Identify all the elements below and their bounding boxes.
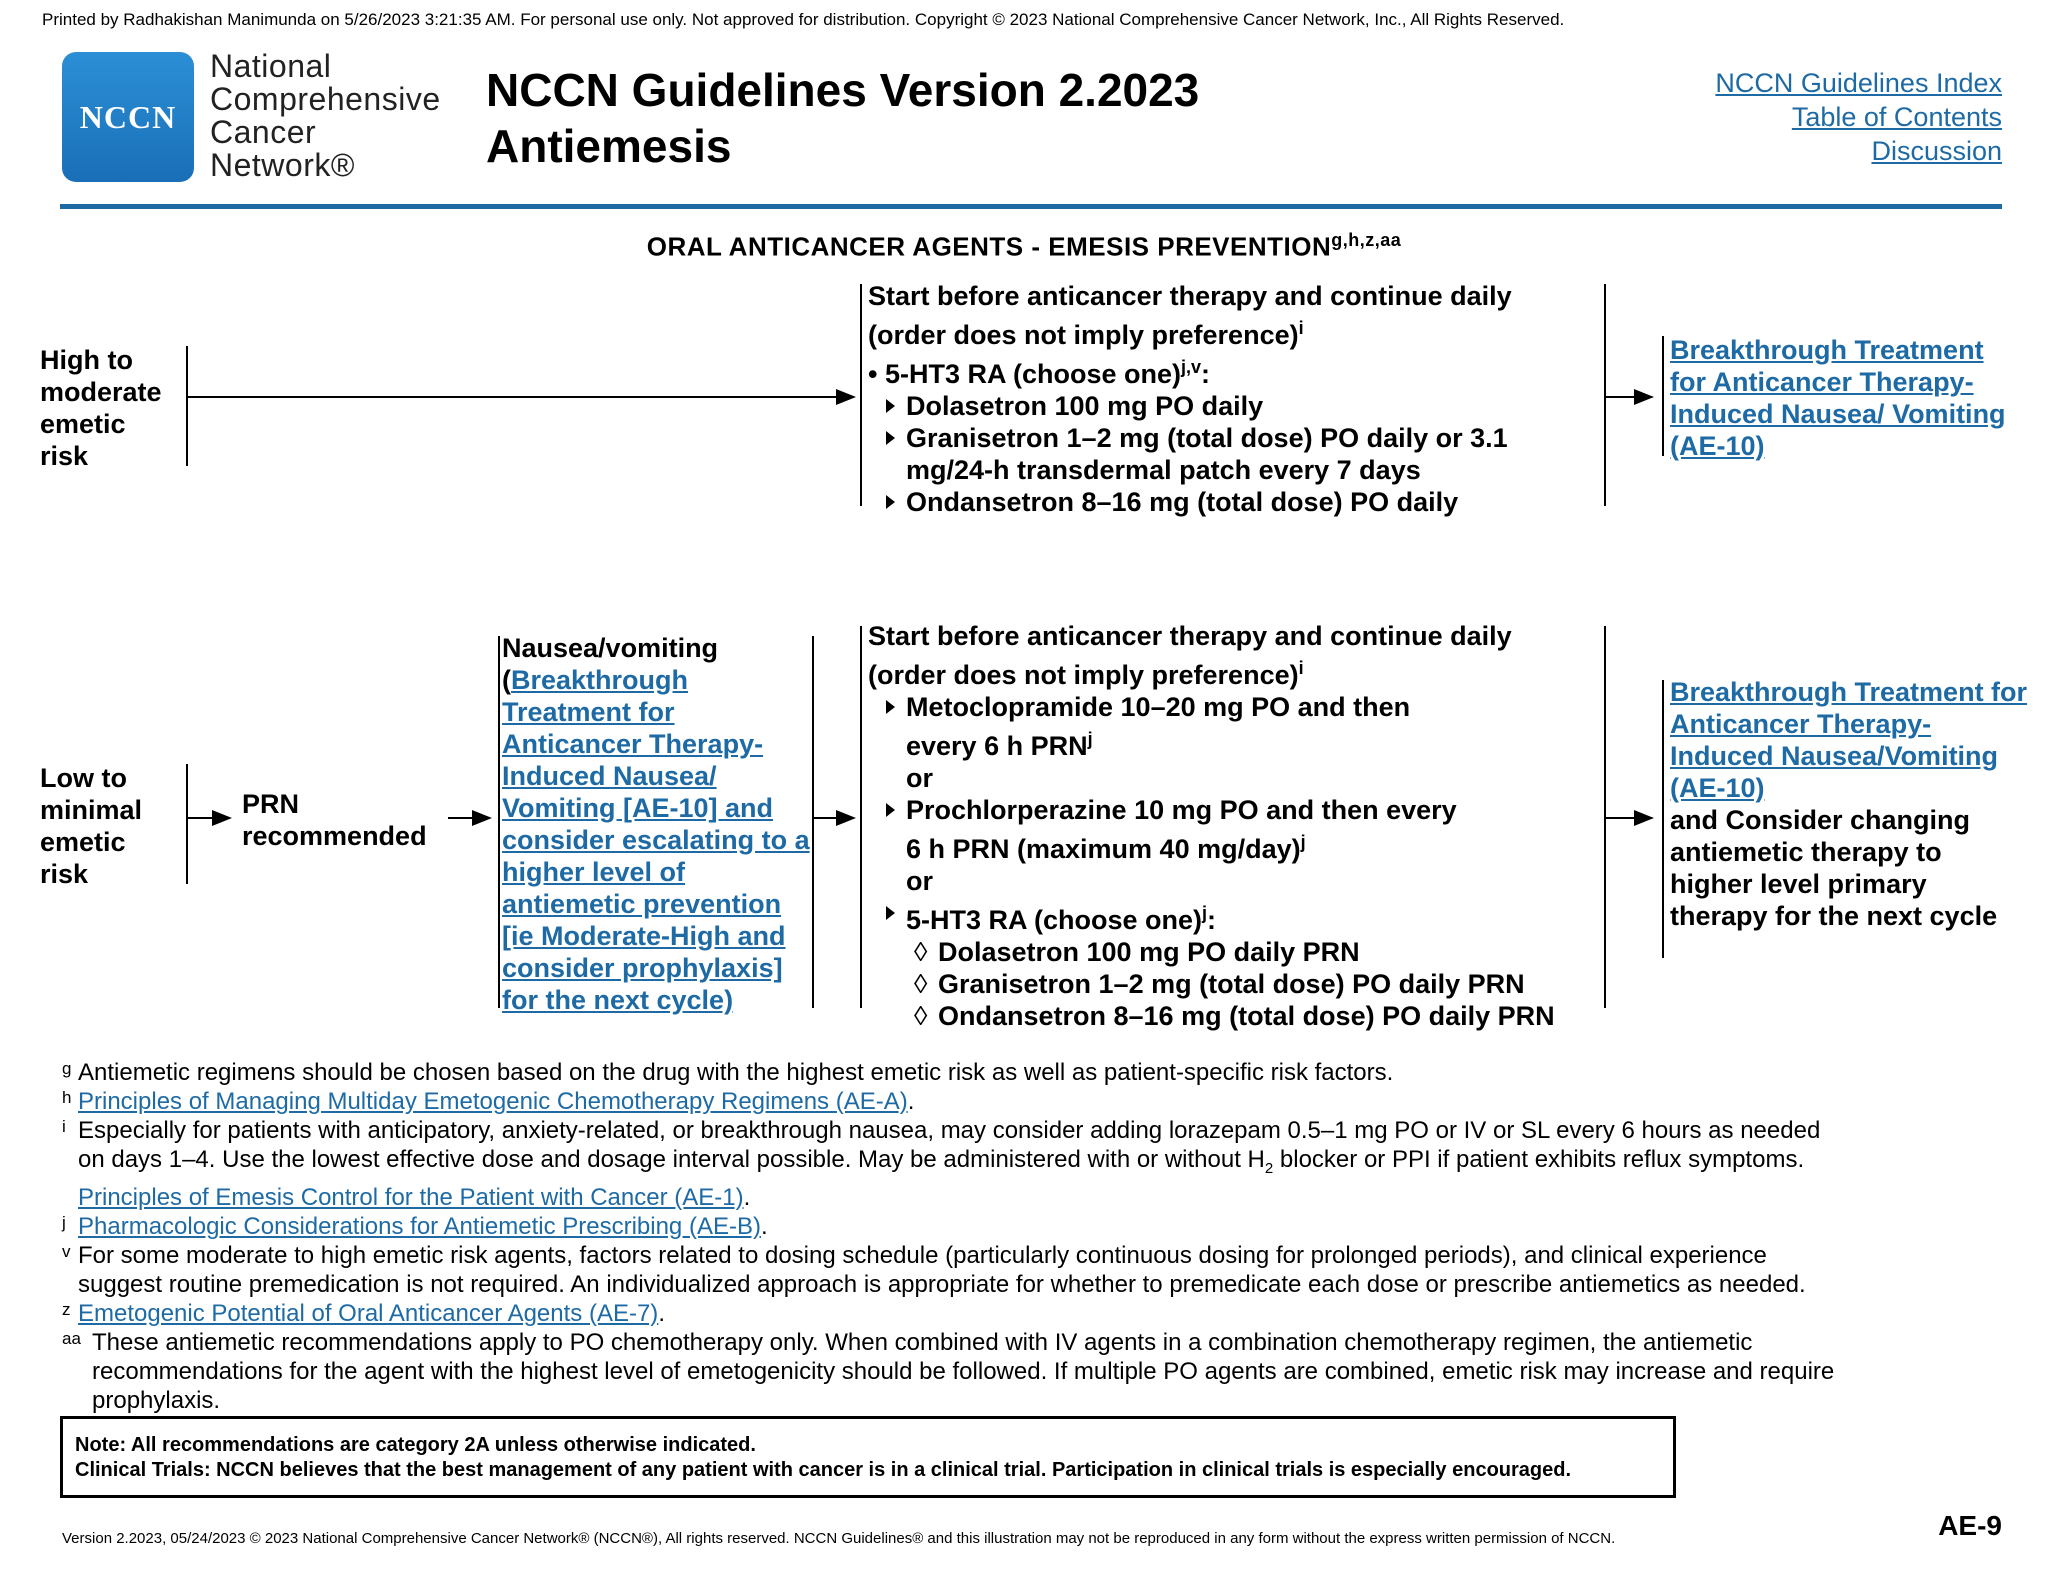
low-out-arrow-line xyxy=(1606,817,1636,819)
high-risk-arrowhead xyxy=(836,389,856,405)
header-links xyxy=(1715,66,2002,168)
discussion-link[interactable]: Discussion xyxy=(1871,136,2002,166)
low-risk-bracket xyxy=(186,764,188,884)
nausea-bracket xyxy=(498,636,500,1008)
footnote-aa: aa These antiemetic recommendations apply to PO chemotherapy only. When combined with IV agents in a combination chemotherapy regimen, the antiemetic xyxy=(62,1328,1753,1356)
guidelines-index-link[interactable]: NCCN Guidelines Index xyxy=(1715,68,2002,98)
low-item-metoclopramide: Metoclopramide 10–20 mg PO and then every 6 h PRN$^j$ xyxy=(868,691,1466,762)
high-regimen: Start before anticancer therapy and continue daily (order does not imply preference)$^i$ • 5-HT3 RA (choose one)$^{j,v}$: Dolasetron 100 mg PO daily Granisetron 1–2 mg (total dose) PO daily or 3.1 mg/24-h transdermal patch every 7 days Ondansetron 8–16 mg (total dose) PO daily xyxy=(868,280,1588,518)
high-out-arrow-line xyxy=(1606,396,1636,398)
low-item-5ht3: 5-HT3 RA (choose one)$^j$: xyxy=(868,897,1608,936)
low-breakthrough-link[interactable]: Breakthrough Treatment for Anticancer Therapy-Induced Nausea/Vomiting (AE-10) xyxy=(1670,677,2028,803)
prn-recommended: PRN recommended xyxy=(242,789,427,851)
low-sub-granisetron: ◊ Granisetron 1–2 mg (total dose) PO daily PRN xyxy=(914,969,1525,999)
low-risk-arrowhead xyxy=(212,810,232,826)
logo-abbr: NCCN xyxy=(79,98,177,135)
prn-arrow-line xyxy=(448,817,474,819)
high-out-arrowhead xyxy=(1634,389,1654,405)
high-regimen-right-bracket xyxy=(1604,284,1606,506)
high-regimen-bracket xyxy=(860,284,862,506)
low-regimen: Start before anticancer therapy and continue daily (order does not imply preference)$^i$ Metoclopramide 10–20 mg PO and then every 6 h PRN$^j$ or Prochlorperazine 10 mg PO and then every 6 h PRN (maximum 40 mg/day)$^j$ or 5-HT3 RA (choose one)$^j$: ◊ Dolasetron 100 mg PO daily PRN ◊ Granisetron 1–2 mg (total dose) PO daily PRN ◊ Ondansetron 8–16 mg (total dose) PO daily PRN xyxy=(868,620,1608,1032)
high-breakthrough-link[interactable]: Breakthrough Treatment for Anticancer Therapy-Induced Nausea/ Vomiting (AE-10) xyxy=(1670,335,2006,461)
low-out-arrowhead xyxy=(1634,810,1654,826)
footnote-j: j Pharmacologic Considerations for Antiemetic Prescribing (AE-B). xyxy=(62,1212,768,1240)
logo-wordmark: National Comprehensive Cancer Network® xyxy=(210,48,441,183)
low-sub-dolasetron: ◊ Dolasetron 100 mg PO daily PRN xyxy=(914,937,1360,967)
page-title: NCCN Guidelines Version 2.2023 Antiemesis xyxy=(486,64,1200,172)
nausea-vomiting-block: Nausea/vomiting (Breakthrough Treatment for Anticancer Therapy-Induced Nausea/ Vomiting [AE-10] and consider escalating to a higher level of antiemetic prevention [ie Moderate-High and consider prophylaxis] for the next cycle) xyxy=(502,633,810,1015)
low-next-step: Breakthrough Treatment for Anticancer Therapy-Induced Nausea/Vomiting (AE-10) and Consider changing antiemetic therapy to higher level primary therapy for the next cycle xyxy=(1670,676,2030,932)
page-number: AE-9 xyxy=(1938,1510,2002,1541)
table-of-contents-link[interactable]: Table of Contents xyxy=(1791,102,2002,132)
high-risk-bracket xyxy=(186,346,188,466)
nausea-arrow-line xyxy=(814,817,838,819)
low-nausea-breakthrough-link[interactable]: Breakthrough Treatment for Anticancer Therapy-Induced Nausea/ Vomiting [AE-10] and consider escalating to a higher level of antiemetic prevention [ie Moderate-High and consider prophylaxis] for the next cycle) xyxy=(502,665,810,1015)
footnote-i: i Especially for patients with anticipatory, anxiety-related, or breakthrough nausea, may consider adding lorazepam 0.5–1 mg PO or IV or SL every 6 hours as needed xyxy=(62,1117,1821,1144)
high-item-granisetron: Granisetron 1–2 mg (total dose) PO daily or 3.1 mg/24-h transdermal patch every 7 days xyxy=(868,422,1588,486)
high-risk-arrow-line xyxy=(188,396,838,398)
note-box: Note: All recommendations are category 2A unless otherwise indicated. Clinical Trials: NCCN believes that the best management of any patient with cancer is in a clinical trial. Participation in clinical trials is especially encouraged. xyxy=(60,1416,1676,1498)
footnote-i-link[interactable]: Principles of Emesis Control for the Patient with Cancer (AE-1) xyxy=(78,1183,744,1211)
footnotes: g Antiemetic regimens should be chosen based on the drug with the highest emetic risk as well as patient-specific risk factors. h Principles of Managing Multiday Emetogenic Chemotherapy Regimens (AE-A). i Especially for patients with anticipatory, anxiety-related, or breakthrough nausea, may consider adding lorazepam 0.5–1 mg PO or IV or SL every 6 hours as needed on days 1–4. Use the lowest effective dose and dosage interval possible. May be administered with or without $H_2$ blocker or PPI if patient exhibits reflux symptoms. Principles of Emesis Control for the Patient with Cancer (AE-1). j Pharmacologic Considerations for Antiemetic Prescribing (AE-B). v For some moderate to high emetic risk agents, factors related to dosing schedule (particularly continuous dosing for prolonged periods), and clinical experience suggest routine premedication is not required. An individualized approach is appropriate for whether to premedicate each dose or prescribe antiemetics as needed. z Emetogenic Potential of Oral Anticancer Agents (AE-7). aa These antiemetic recommendations apply to PO chemotherapy only. When combined with IV agents in a combination chemotherapy regimen, the antiemetic recommendations for the agent with the highest level of emetogenicity should be followed. If multiple PO agents are combined, emetic risk may increase and require prophylaxis. xyxy=(62,1058,2002,1415)
high-breakthrough-bracket xyxy=(1662,336,1664,456)
low-risk-label: Low to minimal emetic risk xyxy=(40,763,143,889)
nausea-arrowhead xyxy=(836,810,856,826)
high-risk-label: High to moderate emetic risk xyxy=(40,345,162,471)
low-item-prochlorperazine: Prochlorperazine 10 mg PO and then every 6 h PRN (maximum 40 mg/day)$^j$ xyxy=(868,794,1466,865)
section-title: ORAL ANTICANCER AGENTS - EMESIS $PREVENTION^{g,h,z,aa}$ xyxy=(646,230,1402,262)
footnote-h: h Principles of Managing Multiday Emetogenic Chemotherapy Regimens (AE-A). xyxy=(62,1088,915,1115)
nausea-right-bracket xyxy=(812,636,814,1008)
header-divider xyxy=(60,204,2002,209)
printed-by-line: Printed by Radhakishan Manimunda on 5/26/2023 3:21:35 AM. For personal use only. Not approved for distribution. Copyright © 2023 National Comprehensive Cancer Network, Inc., All Rights Reserved. xyxy=(42,10,1565,29)
nccn-logo[interactable] xyxy=(62,52,194,182)
high-item-dolasetron: Dolasetron 100 mg PO daily xyxy=(868,390,1588,422)
high-item-ondansetron: Ondansetron 8–16 mg (total dose) PO daily xyxy=(868,486,1588,518)
footnote-z: z Emetogenic Potential of Oral Anticancer Agents (AE-7). xyxy=(62,1299,665,1327)
footnote-v: v For some moderate to high emetic risk agents, factors related to dosing schedule (particularly continuous dosing for prolonged periods), and clinical experience xyxy=(62,1241,1767,1269)
low-risk-arrow-line xyxy=(188,817,214,819)
low-sub-ondansetron: ◊ Ondansetron 8–16 mg (total dose) PO daily PRN xyxy=(914,1001,1555,1031)
footnote-g: g Antiemetic regimens should be chosen based on the drug with the highest emetic risk as well as patient-specific risk factors. xyxy=(62,1059,1394,1086)
prn-arrowhead xyxy=(472,810,492,826)
low-regimen-bracket xyxy=(860,626,862,1008)
low-breakthrough-bracket xyxy=(1662,680,1664,958)
footer-copyright: Version 2.2023, 05/24/2023 © 2023 National Comprehensive Cancer Network® (NCCN®), All rights reserved. NCCN Guidelines® and this illustration may not be reproduced in any form without the express written permission of NCCN. xyxy=(62,1530,1616,1547)
